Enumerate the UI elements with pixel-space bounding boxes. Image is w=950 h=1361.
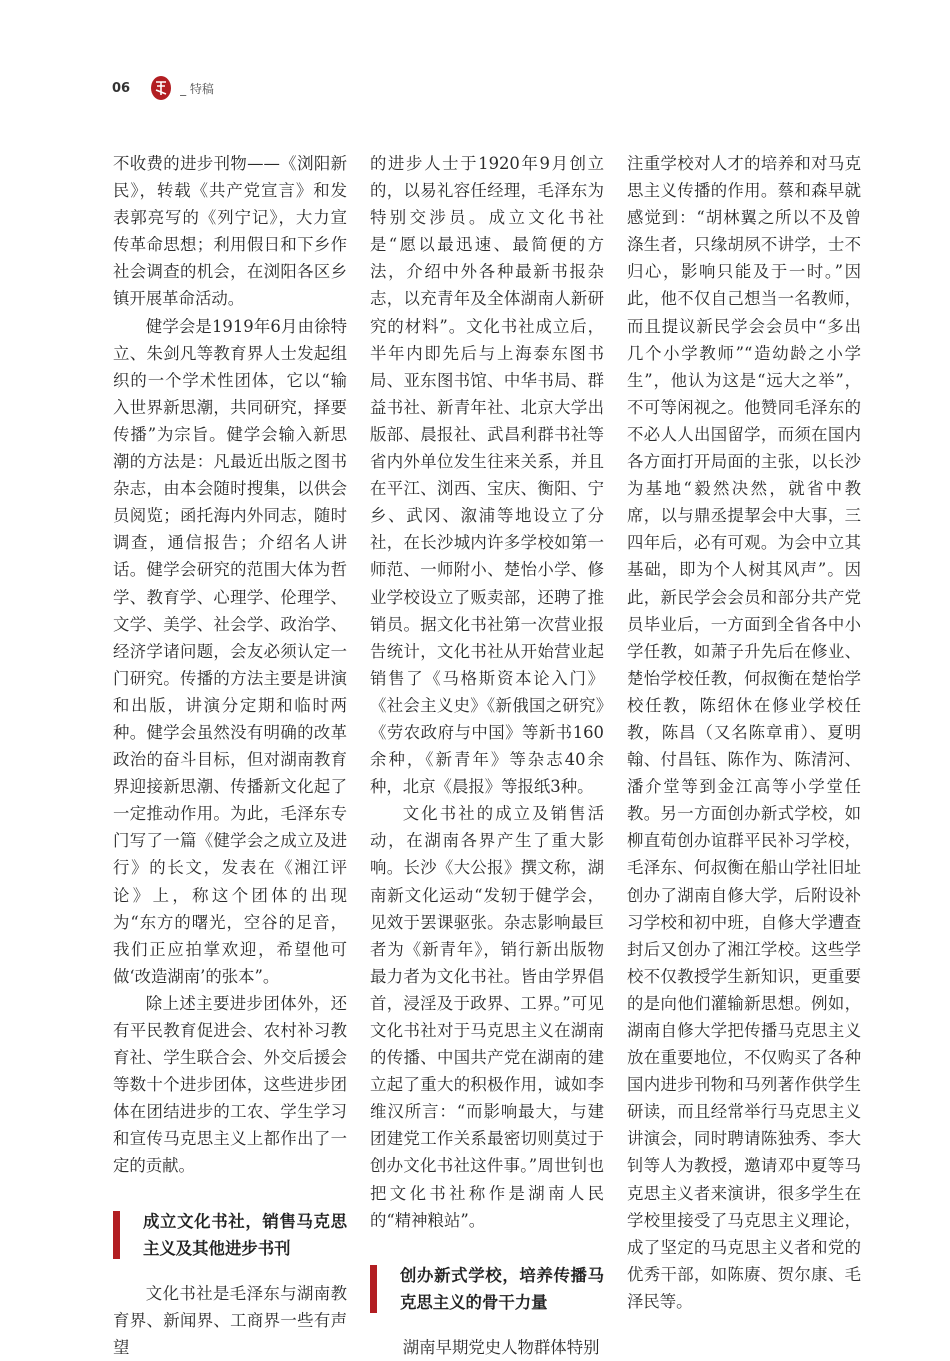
section-heading-text: 创办新式学校，培养传播马克思主义的骨干力量 <box>400 1265 604 1312</box>
paragraph: 的进步人士于1920年9月创立的，以易礼容任经理，毛泽东为特别交涉员。成立文化书社是“愿以最迅速、最简便的方法，介绍中外各种最新书报杂志，以充青年及全体湖南人新研究的材料”。文化书社成立后，半年内即先后与上海泰东图书局、亚东图书馆、中华书局、群益书社、新青年社、北京大学出版部、晨报社、武昌利群书社等省内外单位发生往来关系，并且在平江、浏西、宝庆、衡阳、宁乡、武冈、溆浦等地设立了分社，在长沙城内许多学校如第一师范、一师附小、楚怡小学、修业学校设立了贩卖部，还聘了推销员。据文化书社第一次营业报告统计，文化书社从开始营业起销售了《马格斯资本论入门》《社会主义史》《新俄国之研究》《劳农政府与中国》等新书160余种，《新青年》等杂志40余种，北京《晨报》等报纸3种。 <box>370 154 604 797</box>
article-column-2 <box>370 150 604 1361</box>
article-column-1 <box>113 150 347 1361</box>
section-name: _ 特稿 <box>180 81 214 96</box>
heading-accent-bar <box>113 1211 120 1259</box>
section-heading <box>113 1208 347 1262</box>
article-column-3 <box>627 150 861 1315</box>
seal-logo-icon <box>148 75 174 101</box>
section-heading-text: 成立文化书社，销售马克思主义及其他进步书刊 <box>143 1211 347 1258</box>
paragraph: 健学会是1919年6月由徐特立、朱剑凡等教育界人士发起组织的一个学术性团体，它以“输入世界新思潮，共同研究，择要传播”为宗旨。健学会输入新思潮的方法是：凡最近出版之图书杂志，由本会随时搜集，以供会员阅览；函托海内外同志，随时调查，通信报告；介绍名人讲话。健学会研究的范围大体为哲学、教育学、心理学、伦理学、文学、美学、社会学、政治学、经济学诸问题，会友必须认定一门研究。传播的方法主要是讲演和出版，讲演分定期和临时两种。健学会虽然没有明确的改革政治的奋斗目标，但对湖南教育界迎接新思潮、传播新文化起了一定推动作用。为此，毛泽东专门写了一篇《健学会之成立及进行》的长文，发表在《湘江评论》上，称这个团体的出现为“东方的曙光，空谷的足音，我们正应拍掌欢迎，希望他可做‘改造湖南’的张本”。 <box>113 316 347 986</box>
paragraph: 湖南早期党史人物群体特别 <box>402 1337 600 1357</box>
page-header <box>112 76 214 100</box>
section-heading <box>370 1262 604 1316</box>
paragraph: 除上述主要进步团体外，还有平民教育促进会、农村补习教育社、学生联合会、外交后援会等数十个进步团体，这些进步团体在团结进步的工农、学生学习和宣传马克思主义上都作出了一定的贡献。 <box>113 993 347 1176</box>
paragraph: 文化书社是毛泽东与湖南教育界、新闻界、工商界一些有声望 <box>113 1283 347 1357</box>
page-number: 06 <box>112 80 131 96</box>
paragraph: 不收费的进步刊物——《浏阳新民》，转载《共产党宣言》和发表郭亮写的《列宁记》，大力宣传革命思想；利用假日和下乡作社会调查的机会，在浏阳各区乡镇开展革命活动。 <box>113 154 347 309</box>
paragraph: 注重学校对人才的培养和对马克思主义传播的作用。蔡和森早就感觉到：“胡林翼之所以不及曾涤生者，只缘胡夙不讲学，士不归心，影响只能及于一时。”因此，他不仅自己想当一名教师，而且提议新民学会会员中“多出几个小学教师”“造幼龄之小学生”，他认为这是“远大之举”，不可等闲视之。他赞同毛泽东的不必人人出国留学，而须在国内各方面打开局面的主张，以长沙为基地“毅然决然，就省中教席，以与鼎丞提挈会中大事，三四年后，必有可观。为会中立其基础，即为个人树其风声”。因此，新民学会会员和部分共产党员毕业后，一方面到全省各中小学任教，如萧子升先后在修业、楚怡学校任教，何叔衡在楚怡学校任教，陈绍休在修业学校任教，陈昌（又名陈章甫）、夏明翰、付昌钰、陈作为、陈清河、潘介堂等到金江高等小学堂任教。另一方面创办新式学校，如柳直荀创办谊群平民补习学校，毛泽东、何叔衡在船山学社旧址创办了湖南自修大学，后附设补习学校和初中班，自修大学遭查封后又创办了湘江学校。这些学校不仅教授学生新知识，更重要的是向他们灌输新思想。例如，湖南自修大学把传播马克思主义放在重要地位，不仅购买了各种国内进步刊物和马列著作供学生研读，而且经常举行马克思主义讲演会，同时聘请陈独秀、李大钊等人为教授，邀请邓中夏等马克思主义者来演讲，很多学生在学校里接受了马克思主义理论，成了坚定的马克思主义者和党的优秀干部，如陈赓、贺尔康、毛泽民等。 <box>627 154 861 1311</box>
heading-accent-bar <box>370 1265 377 1313</box>
paragraph: 文化书社的成立及销售活动，在湖南各界产生了重大影响。长沙《大公报》撰文称，湖南新文化运动“发轫于健学会，见效于罢课驱张。杂志影响最巨者为《新青年》，销行新出版物最力者为文化书社。皆由学界倡首，浸淫及于政界、工界。”可见文化书社对于马克思主义在湖南的传播、中国共产党在湖南的建立起了重大的积极作用，诚如李维汉所言：“而影响最大，与建团建党工作关系最密切则莫过于创办文化书社这件事。”周世钊也把文化书社称作是湖南人民的“精神粮站”。 <box>370 804 604 1230</box>
